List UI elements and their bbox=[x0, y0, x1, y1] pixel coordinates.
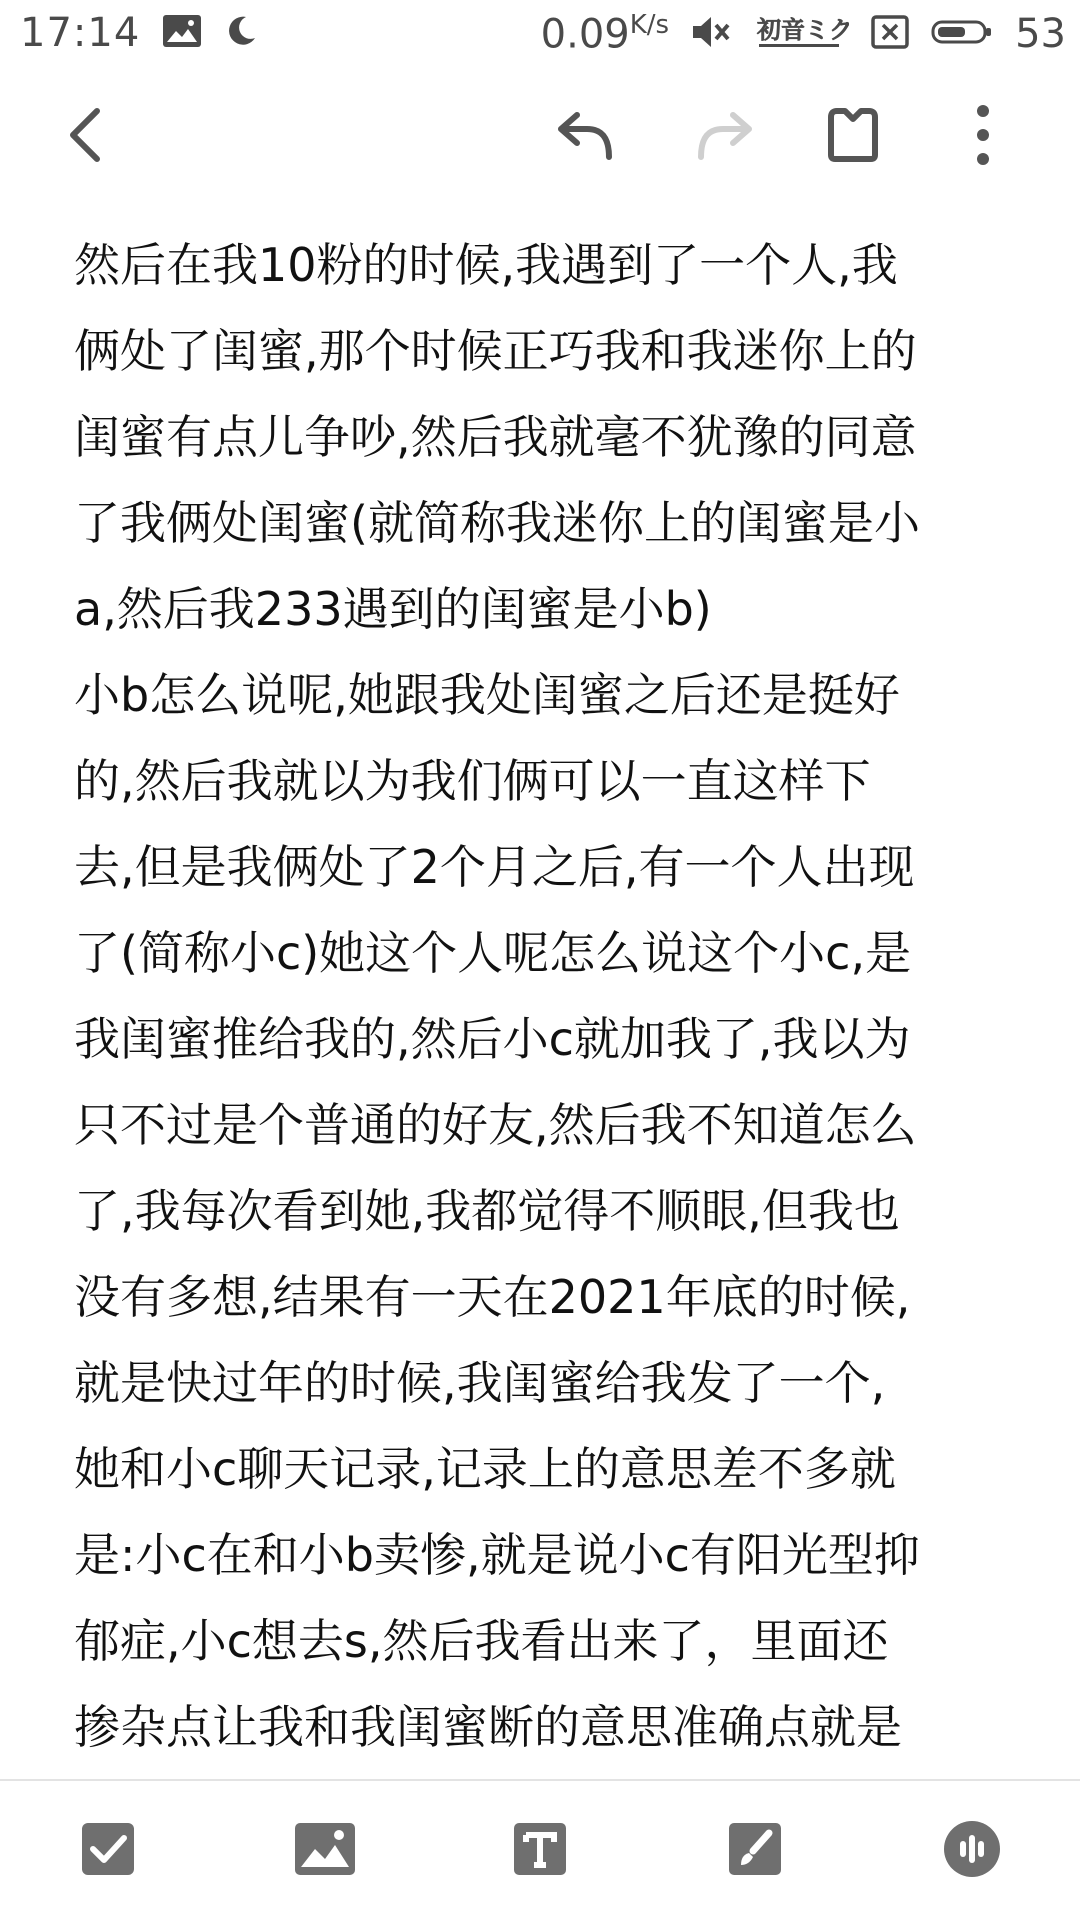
checkbox-icon bbox=[78, 1819, 138, 1879]
brand-logo-text: 初音ミク bbox=[757, 16, 850, 44]
note-line: 她和小c聊天记录,记录上的意思差不多就 bbox=[74, 1442, 896, 1496]
brand-logo bbox=[753, 10, 849, 58]
note-line: 我闺蜜推给我的,然后小c就加我了,我以为 bbox=[74, 1012, 911, 1066]
note-line: 了我俩处闺蜜(就简称我迷你上的闺蜜是小 bbox=[74, 496, 920, 550]
note-line: 了(简称小c)她这个人呢怎么说这个小c,是 bbox=[74, 926, 912, 980]
format-toolbar bbox=[0, 1781, 1080, 1920]
voice-icon bbox=[942, 1819, 1002, 1879]
note-line: 的,然后我就以为我们俩可以一直这样下 bbox=[74, 754, 871, 808]
net-speed-unit: K/s bbox=[629, 10, 670, 41]
image-icon bbox=[293, 1821, 357, 1877]
insert-image-button[interactable] bbox=[285, 1809, 365, 1889]
note-line: 掺杂点让我和我闺蜜断的意思准确点就是 bbox=[74, 1700, 902, 1754]
more-options-button[interactable] bbox=[938, 80, 1028, 190]
moon-icon bbox=[224, 14, 258, 52]
battery-level: 53 bbox=[1015, 11, 1066, 57]
editor-toolbar bbox=[0, 80, 1080, 190]
status-time: 17:14 bbox=[20, 10, 141, 56]
bookmark-icon bbox=[825, 105, 881, 165]
undo-button[interactable] bbox=[540, 80, 630, 190]
brush-icon bbox=[727, 1821, 783, 1877]
note-line: 俩处了闺蜜,那个时候正巧我和我迷你上的 bbox=[74, 324, 917, 378]
note-line: 郁症,小c想去s,然后我看出来了，里面还 bbox=[74, 1614, 889, 1668]
brush-button[interactable] bbox=[715, 1809, 795, 1889]
redo-icon bbox=[693, 105, 757, 165]
note-line: 没有多想,结果有一天在2021年底的时候, bbox=[74, 1270, 911, 1324]
note-body[interactable] bbox=[74, 222, 1034, 1770]
checklist-button[interactable] bbox=[68, 1809, 148, 1889]
bookmark-button[interactable] bbox=[808, 80, 898, 190]
close-notification-icon bbox=[871, 15, 909, 53]
text-format-icon bbox=[512, 1821, 568, 1877]
more-vert-icon bbox=[973, 103, 993, 167]
image-notification-icon bbox=[162, 14, 202, 52]
back-button[interactable] bbox=[40, 80, 130, 190]
note-line: 小b怎么说呢,她跟我处闺蜜之后还是挺好 bbox=[74, 668, 900, 722]
note-line: a,然后我233遇到的闺蜜是小b) bbox=[74, 582, 712, 636]
note-line: 闺蜜有点儿争吵,然后我就毫不犹豫的同意 bbox=[74, 410, 917, 464]
note-line: 只不过是个普通的好友,然后我不知道怎么 bbox=[74, 1098, 917, 1152]
undo-icon bbox=[553, 105, 617, 165]
status-bar bbox=[0, 0, 1080, 66]
note-line: 然后在我10粉的时候,我遇到了一个人,我 bbox=[74, 238, 898, 292]
note-line: 是:小c在和小b卖惨,就是说小c有阳光型抑 bbox=[74, 1528, 920, 1582]
redo-button[interactable] bbox=[680, 80, 770, 190]
net-speed-value: 0.09 bbox=[540, 11, 630, 58]
note-line: 就是快过年的时候,我闺蜜给我发了一个, bbox=[74, 1356, 886, 1410]
back-arrow-icon bbox=[63, 105, 107, 165]
battery-icon bbox=[931, 18, 993, 50]
note-line: 了,我每次看到她,我都觉得不顺眼,但我也 bbox=[74, 1184, 900, 1238]
text-format-button[interactable] bbox=[500, 1809, 580, 1889]
mute-icon bbox=[691, 14, 731, 54]
note-line: 去,但是我俩处了2个月之后,有一个人出现 bbox=[74, 840, 915, 894]
net-speed bbox=[541, 10, 669, 57]
voice-input-button[interactable] bbox=[932, 1809, 1012, 1889]
